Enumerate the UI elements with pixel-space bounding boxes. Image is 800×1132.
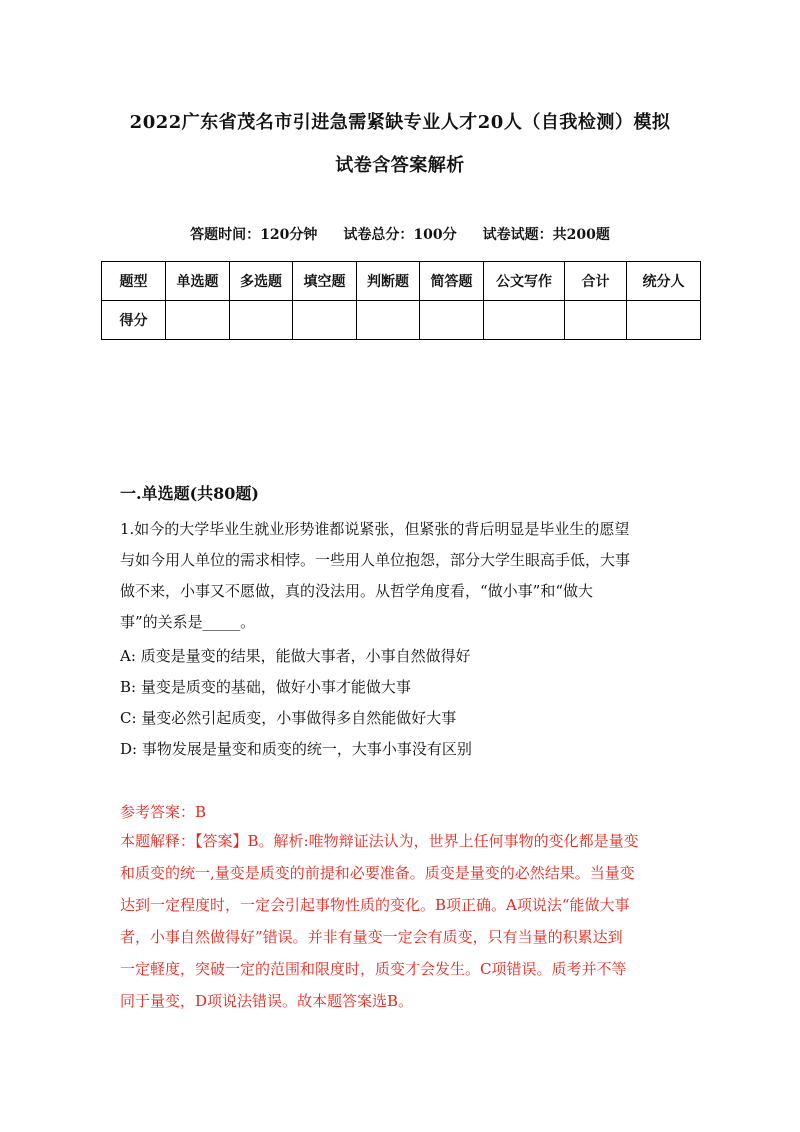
reference-answer: 参考答案：B [120,803,207,821]
score-table-header-cell: 公文写作 [484,262,565,301]
score-cell [627,301,701,340]
question-line: 1.如今的大学毕业生就业形势谁都说紧张，但紧张的背后明显是毕业生的愿望 [120,520,630,538]
score-cell [484,301,565,340]
score-table-score-row [102,301,701,340]
analysis-line: 和质变的统一,量变是质变的前提和必要准备。质变是量变的必然结果。当量变 [120,864,635,882]
question-line: 做不来，小事又不愿做，真的没法用。从哲学角度看，“做小事”和“做大 [120,582,594,600]
score-table-header-cell: 合计 [565,262,627,301]
option-d: D: 事物发展是量变和质变的统一，大事小事没有区别 [120,740,472,758]
score-table-header-cell: 填空题 [293,262,357,301]
score-table [101,261,701,340]
doc-title-line1: 2022广东省茂名市引进急需紧缺专业人才20人（自我检测）模拟 [129,112,671,133]
score-table-header-cell: 单选题 [166,262,230,301]
exam-question-count: 试卷试题：共200题 [482,227,610,243]
score-row-label: 得分 [102,301,166,340]
score-table-header-cell: 多选题 [230,262,293,301]
analysis-line: 本题解释：【答案】B。解析:唯物辩证法认为，世界上任何事物的变化都是量变 [120,832,639,850]
exam-meta [100,224,700,244]
analysis-line: 一定軽度，突破一定的范围和限度时，质变才会发生。C项错误。质考并不等 [120,960,627,978]
score-table-header-row [102,262,701,301]
score-table-header-cell: 判断题 [357,262,420,301]
score-table-header-cell: 简答题 [420,262,484,301]
score-cell [166,301,230,340]
score-cell [357,301,420,340]
question-line: 事”的关系是_____。 [120,613,256,631]
option-b: B: 量变是质变的基础，做好小事才能做大事 [120,678,411,696]
exam-total-score: 试卷总分：100分 [343,227,457,243]
analysis-line: 者，小事自然做得好”错误。并非有量变一定会有质变，只有当量的积累达到 [120,928,623,946]
analysis-line: 同于量变，D项说法错误。故本题答案选B。 [120,992,414,1010]
score-cell [230,301,293,340]
score-table-header-cell: 统分人 [627,262,701,301]
score-cell [293,301,357,340]
score-table-header-cell: 题型 [102,262,166,301]
exam-time: 答题时间：120分钟 [190,227,318,243]
score-cell [565,301,627,340]
doc-title-line2: 试卷含答案解析 [335,155,465,176]
section-heading: 一.单选题(共80题) [120,484,259,503]
option-a: A: 质变是量变的结果，能做大事者，小事自然做得好 [120,647,471,665]
question-line: 与如今用人单位的需求相悖。一些用人单位抱怨，部分大学生眼高手低，大事 [120,551,631,569]
score-cell [420,301,484,340]
analysis-line: 达到一定程度时，一定会引起事物性质的变化。B项正确。A项说法“能做大事 [120,896,630,914]
option-c: C: 量变必然引起质变，小事做得多自然能做好大事 [120,709,457,727]
